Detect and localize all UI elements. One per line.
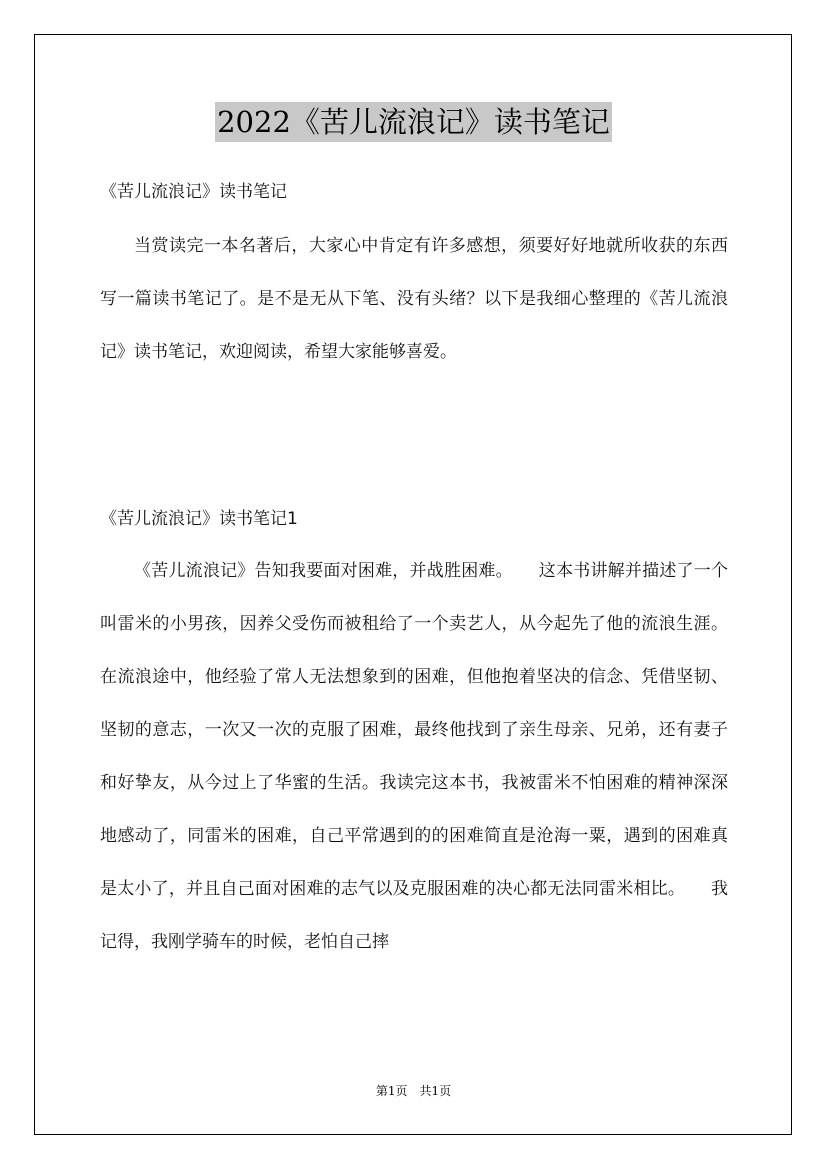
section-heading: 《苦儿流浪记》读书笔记1: [100, 509, 298, 529]
document-title: 2022《苦儿流浪记》读书笔记: [215, 102, 612, 142]
section-paragraph: 《苦儿流浪记》告知我要面对困难，并战胜困难。 这本书讲解并描述了一个叫雷米的小男孩，因养父受伤而被租给了一个卖艺人，从今起先了他的流浪生涯。在流浪途中，他经验了常人无法想象到的困难，但他抱着坚决的信念、凭借坚韧、坚韧的意志，一次又一次的克服了困难，最终他找到了亲生母亲、兄弟，还有妻子和好挚友，从今过上了华蜜的生活。我读完这本书，我被雷米不怕困难的精神深深地感动了，同雷米的困难，自己平常遇到的的困难简直是沧海一粟，遇到的困难真是太小了，并且自己面对困难的志气以及克服困难的决心都无法同雷米相比。 我记得，我刚学骑车的时候，老怕自己摔: [100, 561, 728, 952]
document-subtitle: 《苦儿流浪记》读书笔记: [100, 182, 287, 202]
intro-paragraph: 当赏读完一本名著后，大家心中肯定有许多感想，须要好好地就所收获的东西写一篇读书笔记了。是不是无从下笔、没有头绪？以下是我细心整理的《苦儿流浪记》读书笔记，欢迎阅读，希望大家能够喜爱。: [100, 236, 728, 362]
page-footer: 第1页 共1页: [375, 1084, 452, 1098]
title-container: [0, 102, 827, 142]
